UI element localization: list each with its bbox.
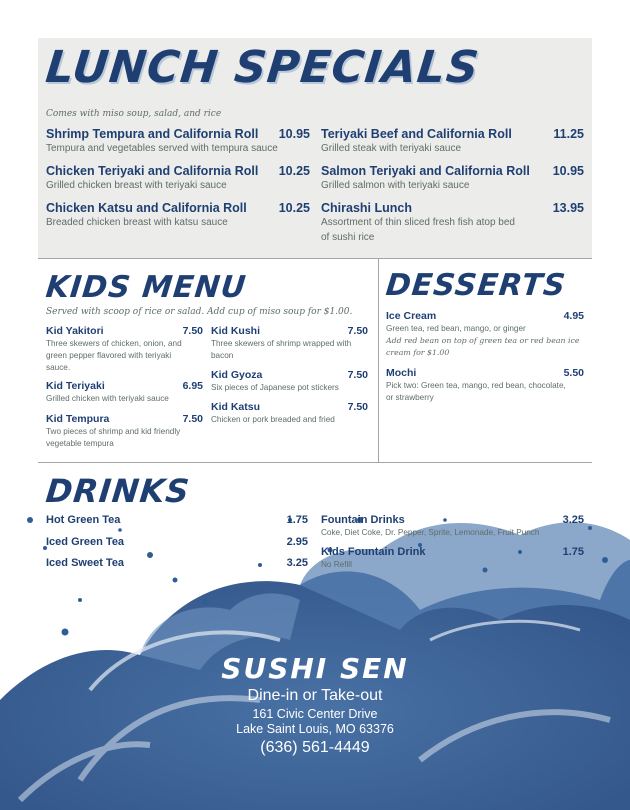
item-name: Iced Green Tea: [46, 536, 125, 548]
kids-menu-title: KIDS MENU: [44, 270, 249, 305]
item-name: Shrimp Tempura and California Roll: [46, 127, 259, 141]
address-city: Lake Saint Louis, MO 63376: [236, 722, 394, 736]
item-addon-note: Add red bean on top of green tea or red bean ice: [386, 335, 580, 345]
item-addon-note: cream for $1.00: [386, 347, 450, 357]
item-name: Teriyaki Beef and California Roll: [321, 127, 512, 141]
item-price: 7.50: [347, 401, 368, 413]
section-divider: [378, 258, 379, 462]
item-name: Kid Katsu: [211, 401, 261, 413]
item-name: Fountain Drinks: [321, 514, 405, 526]
item-price: 10.95: [552, 164, 584, 178]
drink-item: [46, 557, 308, 569]
address-street: 161 Civic Center Drive: [252, 707, 378, 721]
item-description: Grilled steak with teriyaki sauce: [321, 143, 462, 154]
item-price: 6.95: [182, 380, 203, 392]
item-price: 1.75: [562, 546, 584, 558]
item-name: Mochi: [386, 367, 417, 379]
item-description: Chicken or pork breaded and fried: [211, 415, 335, 424]
lunch-item: [321, 127, 584, 157]
lunch-specials-note: Comes with miso soup, salad, and rice: [46, 109, 222, 119]
phone-number[interactable]: (636) 561-4449: [260, 739, 370, 756]
item-name: Chicken Katsu and California Roll: [46, 201, 247, 215]
item-description: Green tea, red bean, mango, or ginger: [386, 324, 526, 333]
item-description: or strawberry: [386, 392, 434, 402]
restaurant-name: SUSHI SEN: [221, 652, 409, 685]
item-description: Six pieces of Japanese pot stickers: [211, 383, 339, 392]
item-description: Coke, Diet Coke, Dr. Pepper, Sprite, Lemonade, Fruit Punch: [321, 528, 540, 537]
item-price: 13.95: [552, 201, 584, 215]
drink-item: [321, 546, 584, 569]
item-description: of sushi rice: [321, 231, 375, 243]
kids-item: [211, 369, 368, 394]
item-price: 7.50: [182, 325, 203, 337]
item-name: Ice Cream: [386, 310, 437, 322]
item-description: green pepper flavored with teriyaki: [46, 350, 172, 360]
item-description: Assortment of thin sliced fresh fish atop bed: [321, 217, 515, 228]
dessert-item: [386, 367, 584, 404]
item-name: Kid Tempura: [46, 413, 110, 425]
item-name: Kid Gyoza: [211, 369, 263, 381]
item-description: Grilled salmon with teriyaki sauce: [321, 180, 470, 191]
lunch-item: [46, 201, 310, 231]
item-price: 11.25: [553, 127, 584, 141]
lunch-item: [46, 127, 310, 157]
kids-item: [211, 325, 368, 362]
item-description: Three skewers of chicken, onion, and: [46, 339, 182, 348]
item-description: sauce.: [46, 362, 71, 372]
item-name: Kid Kushi: [211, 325, 260, 337]
item-name: Kids Fountain Drink: [321, 546, 426, 558]
section-divider: [38, 258, 592, 259]
lunch-specials-title: LUNCH SPECIALS: [43, 42, 482, 93]
dessert-item: [386, 310, 584, 358]
lunch-item: [321, 201, 584, 245]
kids-item: [211, 401, 368, 426]
item-name: Salmon Teriyaki and California Roll: [321, 164, 530, 178]
drink-item: [321, 514, 584, 537]
item-price: 4.95: [563, 310, 584, 322]
restaurant-info: [200, 652, 430, 757]
item-description: Breaded chicken breast with katsu sauce: [46, 217, 228, 228]
item-name: Kid Teriyaki: [46, 380, 105, 392]
desserts-title: DESSERTS: [384, 268, 568, 303]
item-price: 7.50: [182, 413, 203, 425]
item-name: Chirashi Lunch: [321, 201, 412, 215]
drinks-title: DRINKS: [44, 472, 192, 510]
item-name: Kid Yakitori: [46, 325, 104, 337]
service-type: Dine-in or Take-out: [247, 687, 383, 704]
item-price: 7.50: [347, 325, 368, 337]
item-description: Grilled chicken breast with teriyaki sauce: [46, 180, 227, 191]
item-name: Chicken Teriyaki and California Roll: [46, 164, 259, 178]
item-description: Tempura and vegetables served with tempura sauce: [46, 143, 278, 154]
kids-menu-note: Served with scoop of rice or salad. Add cup of miso soup for $1.00.: [46, 307, 353, 317]
item-description: Two pieces of shrimp and kid friendly: [46, 427, 181, 436]
item-price: 10.95: [278, 127, 310, 141]
item-price: 2.95: [286, 536, 308, 548]
item-price: 5.50: [563, 367, 584, 379]
item-price: 3.25: [562, 514, 584, 526]
item-name: Hot Green Tea: [46, 514, 121, 526]
section-divider: [38, 462, 592, 463]
kids-item: [46, 380, 203, 405]
item-price: 3.25: [286, 557, 308, 569]
drink-item: [46, 514, 308, 526]
item-name: Iced Sweet Tea: [46, 557, 125, 569]
item-description: vegetable tempura: [46, 438, 114, 448]
lunch-item: [321, 164, 584, 194]
item-description: bacon: [211, 350, 234, 360]
item-description: Grilled chicken with teriyaki sauce: [46, 394, 169, 403]
item-description: Three skewers of shrimp wrapped with: [211, 339, 352, 348]
kids-item: [46, 325, 203, 374]
item-description: Pick two: Green tea, mango, red bean, chocolate,: [386, 381, 566, 390]
kids-item: [46, 413, 203, 450]
drink-item: [46, 536, 308, 548]
lunch-item: [46, 164, 310, 194]
item-price: 1.75: [286, 514, 308, 526]
item-price: 7.50: [347, 369, 368, 381]
item-description: No Refill: [321, 560, 352, 569]
item-price: 10.25: [278, 201, 310, 215]
item-price: 10.25: [278, 164, 310, 178]
